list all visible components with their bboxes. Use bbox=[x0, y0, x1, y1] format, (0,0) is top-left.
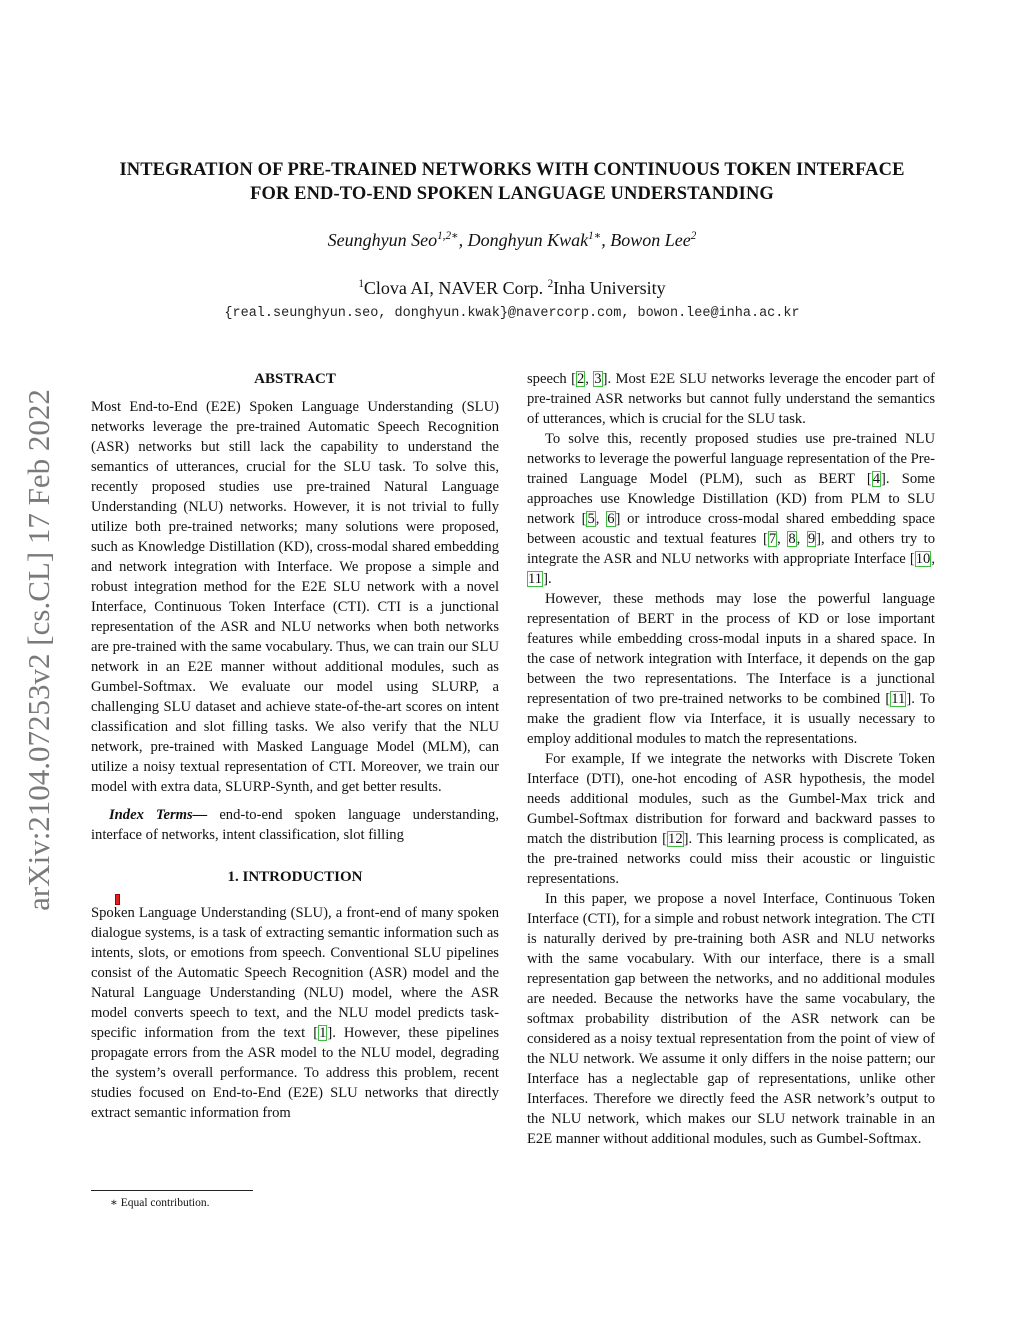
footnote bbox=[110, 1195, 210, 1209]
author-emails: {real.seunghyun.seo, donghyun.kwak}@navercorp.com, bowon.lee@inha.ac.kr bbox=[224, 306, 800, 321]
author-sup: 1,2∗ bbox=[437, 230, 459, 242]
author-sup: 1∗ bbox=[588, 230, 602, 242]
citation-link[interactable]: 6 bbox=[607, 511, 615, 527]
citation-link[interactable]: 9 bbox=[807, 531, 816, 547]
intro-paragraph-6: In this paper, we propose a novel Interface, Continuous Token Interface (CTI), for a simple and robust network integration. The CTI is naturally derived by pre-training both ASR and NLU networks with the same vocabulary. With our interface, there is a small representation gap between the networks, and no additional modules are needed. Because the networks have the same vocabulary, the softmax probability distribution of the ASR network can be considered as a noisy textual representation from the point of view of the NLU network. We assume it only differs in the noise pattern; our Interface has a neglectable gap of representations, unlike other Interfaces. Therefore we directly feed the ASR network’s output to the NLU network, which makes our SLU network trainable in an E2E manner without additional modules, such as Gumbel-Softmax. bbox=[527, 891, 935, 1147]
abstract-heading: ABSTRACT bbox=[254, 371, 336, 387]
author-name: Bowon Lee bbox=[610, 230, 691, 250]
intro-paragraph-5: For example, If we integrate the networks with Discrete Token Interface (DTI), one-hot encoding of ASR hypothesis, the model needs additional modules, such as the Gumbel-Max trick and Gumbel-Softmax distribution for forward and backward passes to match the distribution [12]. This learning process is complicated, as the pre-trained networks could miss their acoustic or linguistic representations. bbox=[527, 751, 935, 887]
annotation-marker bbox=[115, 894, 120, 905]
title-line-1: INTEGRATION OF PRE-TRAINED NETWORKS WITH CONTINUOUS TOKEN INTERFACE bbox=[119, 160, 905, 180]
intro-paragraph-4: However, these methods may lose the powerful language representation of BERT in the process of KD or lose important features while embedding cross-modal inputs in a shared space. In the case of network integration with Interface, it depends on the gap between the two representations. The Interface is a junctional representation of two pre-trained networks to be combined [11]. To make the gradient flow via Interface, it is usually necessary to employ additional modules to match the representations. bbox=[527, 591, 935, 747]
affil-name: Inha University bbox=[553, 278, 666, 298]
citation-link[interactable]: 7 bbox=[768, 531, 777, 547]
citation-link[interactable]: 11 bbox=[891, 691, 906, 707]
index-terms bbox=[91, 805, 499, 845]
footnote-rule bbox=[91, 1190, 253, 1191]
citation-link[interactable]: 10 bbox=[915, 551, 931, 567]
intro-heading: 1. INTRODUCTION bbox=[227, 869, 363, 885]
affil-name: Clova AI, NAVER Corp. bbox=[363, 278, 544, 298]
affil-sup: 1 bbox=[358, 278, 364, 290]
intro-paragraph-2: speech [2, 3]. Most E2E SLU networks leverage the encoder part of pre-trained ASR networks but cannot fully understand the semantics of utterances, which is crucial for the SLU task. bbox=[527, 371, 936, 427]
author-name: Donghyun Kwak bbox=[467, 230, 589, 250]
author-name: Seunghyun Seo bbox=[327, 230, 438, 250]
citation-link[interactable]: 12 bbox=[668, 831, 683, 847]
affil-sup: 2 bbox=[547, 278, 554, 290]
paper-title bbox=[60, 158, 964, 206]
title-line-2: FOR END-TO-END SPOKEN LANGUAGE UNDERSTANDING bbox=[250, 184, 774, 204]
right-column bbox=[527, 369, 935, 1149]
citation-link[interactable]: 8 bbox=[788, 531, 796, 547]
authors: Seunghyun Seo$^{1,2∗}$, Donghyun Kwak$^{1∗}$, Bowon Lee$^2$ bbox=[327, 230, 697, 250]
intro-paragraph-1: Spoken Language Understanding (SLU), a front-end of many spoken dialogue systems, is a task of extracting semantic information such as intents, slots, or emotions from speech. Conventional SLU pipelines consist of the Automatic Speech Recognition (ASR) model and the Natural Language Understanding (NLU) model, where the ASR model converts speech to text, and the NLU model predicts task-specific information from the text [1]. However, these pipelines propagate errors from the ASR model to the NLU model, degrading the system’s overall performance. To address this problem, recent studies focused on End-to-End (E2E) SLU networks that directly extract semantic information from bbox=[91, 905, 499, 1121]
citation-link[interactable]: 3 bbox=[594, 371, 602, 387]
citation-link[interactable]: 2 bbox=[576, 371, 585, 387]
citation-link[interactable]: 5 bbox=[587, 511, 595, 527]
index-terms-text: end-to-end spoken language understanding, interface of networks, intent classification, slot filling bbox=[91, 807, 499, 843]
footnote-text: Equal contribution. bbox=[120, 1197, 210, 1209]
author-sup: 2 bbox=[690, 230, 697, 242]
intro-paragraph-3: To solve this, recently proposed studies use pre-trained NLU networks to leverage the powerful language representation of the Pre-trained Language Model (PLM), such as BERT [4]. Some approaches use Knowledge Distillation (KD) from PLM to SLU network [5, 6] or introduce cross-modal shared embedding space between acoustic and textual features [7, 8, 9], and others try to integrate the ASR and NLU networks with appropriate Interface [10, 11]. bbox=[527, 431, 936, 587]
citation-link[interactable]: 11 bbox=[528, 571, 543, 587]
affiliations bbox=[0, 278, 1024, 299]
citation-link[interactable]: 4 bbox=[872, 471, 881, 487]
arxiv-stamp-text: arXiv:2104.07253v2 [cs.CL] 17 Feb 2022 bbox=[21, 389, 56, 911]
left-column bbox=[91, 369, 499, 1123]
index-terms-label: Index Terms— bbox=[109, 807, 208, 823]
footnote-mark: ∗ bbox=[110, 1197, 118, 1209]
citation-link[interactable]: 1 bbox=[319, 1025, 327, 1041]
abstract-text: Most End-to-End (E2E) Spoken Language Understanding (SLU) networks leverage the pre-trained Automatic Speech Recognition (ASR) networks but still lack the capability to understand the semantics of utterances, crucial for the SLU task. To solve this, recently proposed studies use pre-trained Natural Language Understanding (NLU) networks. However, it is not trivial to fully utilize both pre-trained networks; many solutions were proposed, such as Knowledge Distillation (KD), cross-modal shared embedding and network integration with Interface. We propose a simple and robust integration method for the E2E SLU network with a novel Interface, Continuous Token Interface (CTI). CTI is a junctional representation of the ASR and NLU networks when both networks are pre-trained with the same vocabulary. Thus, we can train our SLU network in an E2E manner without additional modules, such as Gumbel-Softmax. We evaluate our model using SLURP, a challenging SLU dataset and achieve state-of-the-art scores on intent classification and slot filling tasks. We also verify that the NLU network, pre-trained with Masked Language Model (MLM), can utilize a noisy textual representation of CTI. Moreover, we train our model with extra data, SLURP-Synth, and get better results. bbox=[91, 399, 499, 795]
